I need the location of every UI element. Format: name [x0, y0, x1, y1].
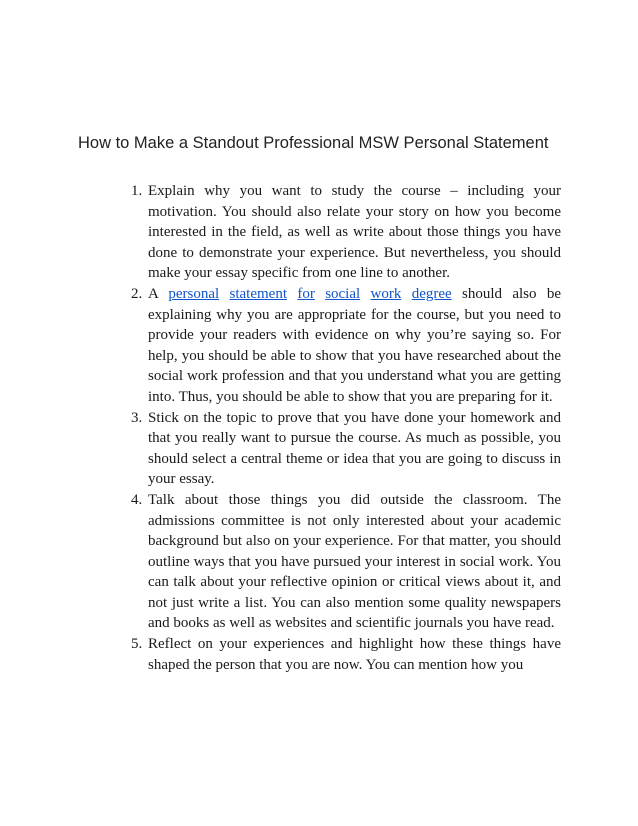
list-item-text: Stick on the topic to prove that you have done your homework and that you really want to pursue the course. As much as possible, you should select a central theme or idea that you are going to discuss in your essay. — [148, 409, 561, 488]
list-item-2 — [131, 284, 561, 408]
list-item-4 — [131, 490, 561, 634]
link-degree[interactable]: degree — [411, 285, 452, 302]
numbered-list — [131, 181, 561, 675]
list-item-prefix: A — [148, 285, 169, 302]
list-number: 3. — [131, 409, 143, 426]
link-for[interactable]: for — [297, 285, 315, 302]
list-item-text: Explain why you want to study the course – including your motivation. You should also relate your story on how you become interested in the field, as well as write about those things you have done to demonstrate your experience. But nevertheless, you should make your essay specific from one line to another. — [148, 183, 561, 282]
list-item-3 — [131, 408, 561, 490]
link-social[interactable]: social — [325, 285, 361, 302]
list-number: 5. — [131, 636, 143, 653]
list-item-1 — [131, 181, 561, 284]
list-item-text: Reflect on your experiences and highlight how these things have shaped the person that you are now. You can mention how you — [148, 636, 561, 673]
list-number: 4. — [131, 491, 143, 508]
page-title: How to Make a Standout Professional MSW Personal Statement — [78, 134, 549, 152]
list-item-text: should also be explaining why you are appropriate for the course, but you need to provide your readers with evidence on why you’re saying so. For help, you should be able to show that you have researched about the social work profession and that you understand what you are getting into. Thus, you should be able to show that you are preparing for it. — [148, 285, 562, 405]
list-number: 1. — [131, 183, 143, 199]
list-item-5 — [131, 634, 561, 675]
link-work[interactable]: work — [370, 285, 402, 302]
list-item-text: Talk about those things you did outside the classroom. The admissions committee is not only interested about your academic background but also on your experience. For that matter, you should outline ways that you have pursued your interest in social work. You can talk about your reflective opinion or critical views about it, and not just write a list. You can also mention some quality newspapers and books as well as websites and scientific journals you have read. — [148, 491, 561, 632]
list-number: 2. — [131, 285, 143, 302]
link-statement[interactable]: statement — [229, 285, 287, 302]
link-personal[interactable]: personal — [168, 285, 220, 302]
